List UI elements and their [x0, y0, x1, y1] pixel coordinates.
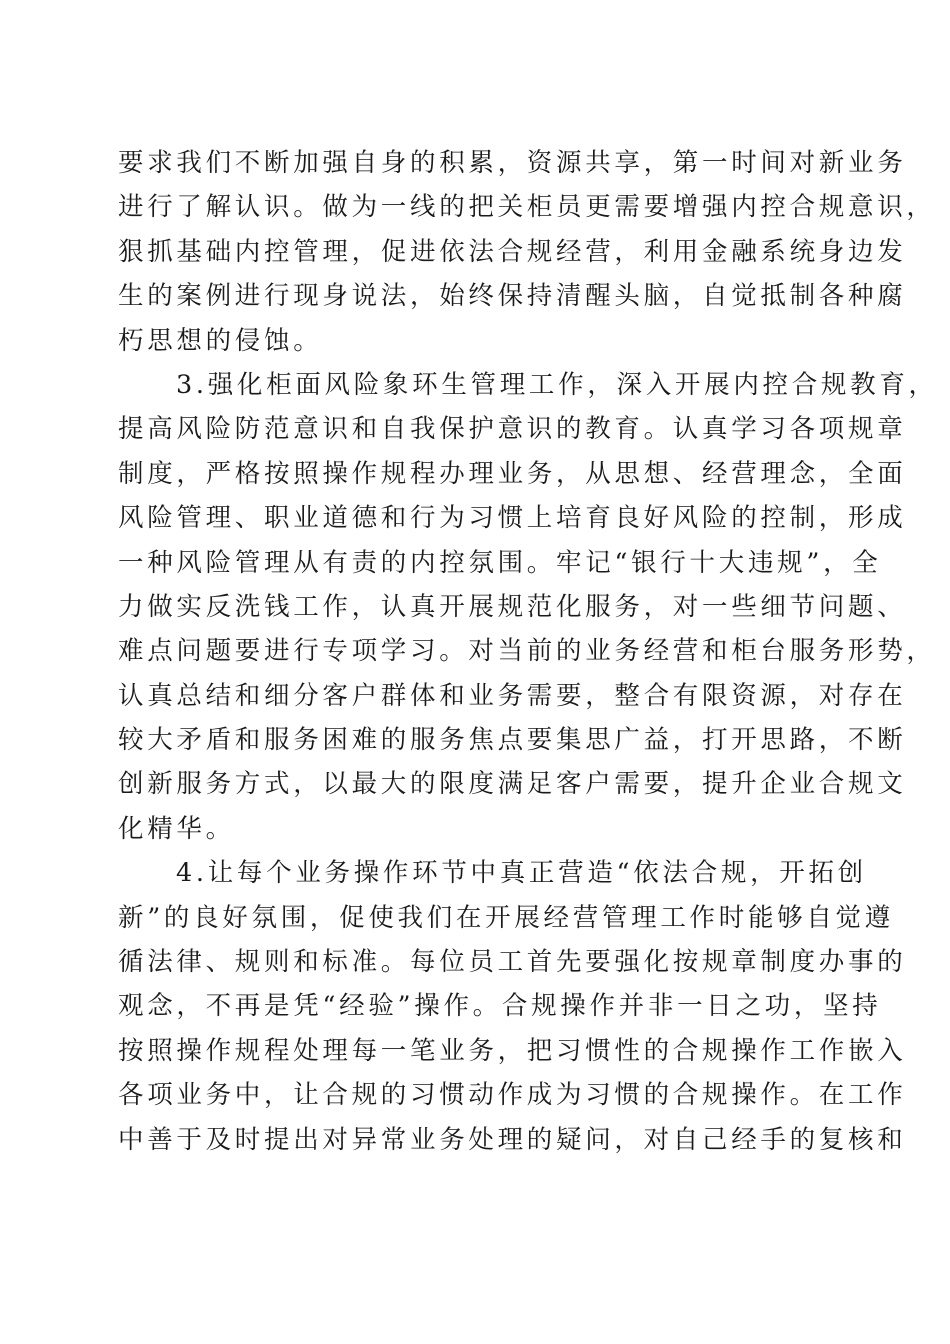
- text-line: 创新服务方式，以最大的限度满足客户需要，提升企业合规文: [118, 769, 907, 800]
- text-line: 各项业务中，让合规的习惯动作成为习惯的合规操作。在工作: [118, 1080, 907, 1111]
- text-line: 力做实反洗钱工作，认真开展规范化服务，对一些细节问题、: [118, 591, 907, 622]
- text-line: 难点问题要进行专项学习。对当前的业务经营和柜台服务形势，: [118, 636, 936, 667]
- text-line: 风险管理、职业道德和行为习惯上培育良好风险的控制，形成: [118, 503, 907, 534]
- paragraph-continued: [118, 141, 936, 363]
- text-line: 新”的良好氛围，促使我们在开展经营管理工作时能够自觉遵: [118, 902, 894, 933]
- text-line: 化精华。: [118, 813, 235, 844]
- text-line: 认真总结和细分客户群体和业务需要，整合有限资源，对存在: [118, 680, 907, 711]
- text-line: 生的案例进行现身说法，始终保持清醒头脑，自觉抵制各种腐: [118, 281, 907, 312]
- document-body: [118, 141, 938, 1162]
- text-line: 3.强化柜面风险象环生管理工作，深入开展内控合规教育，: [176, 369, 938, 400]
- text-line: 朽思想的侵蚀。: [118, 325, 323, 356]
- text-line: 进行了解认识。做为一线的把关柜员更需要增强内控合规意识，: [118, 192, 936, 223]
- paragraph-4: [118, 851, 907, 1162]
- text-line: 要求我们不断加强自身的积累，资源共享，第一时间对新业务: [118, 148, 907, 178]
- text-line: 较大矛盾和服务困难的服务焦点要集思广益，打开思路，不断: [118, 725, 907, 756]
- text-line: 制度，严格按照操作规程办理业务，从思想、经营理念，全面: [118, 458, 907, 489]
- text-line: 一种风险管理从有责的内控氛围。牢记“银行十大违规”，全: [118, 547, 882, 578]
- text-line: 按照操作规程处理每一笔业务，把习惯性的合规操作工作嵌入: [118, 1035, 907, 1066]
- text-line: 狠抓基础内控管理，促进依法合规经营，利用金融系统身边发: [118, 236, 907, 267]
- paragraph-3: [118, 363, 938, 851]
- text-line: 中善于及时提出对异常业务处理的疑问，对自己经手的复核和: [118, 1124, 907, 1155]
- text-line: 循法律、规则和标准。每位员工首先要强化按规章制度办事的: [118, 947, 907, 978]
- text-line: 4.让每个业务操作环节中真正营造“依法合规，开拓创: [176, 858, 867, 889]
- text-line: 观念，不再是凭“经验”操作。合规操作并非一日之功，坚持: [118, 991, 882, 1022]
- text-line: 提高风险防范意识和自我保护意识的教育。认真学习各项规章: [118, 414, 907, 445]
